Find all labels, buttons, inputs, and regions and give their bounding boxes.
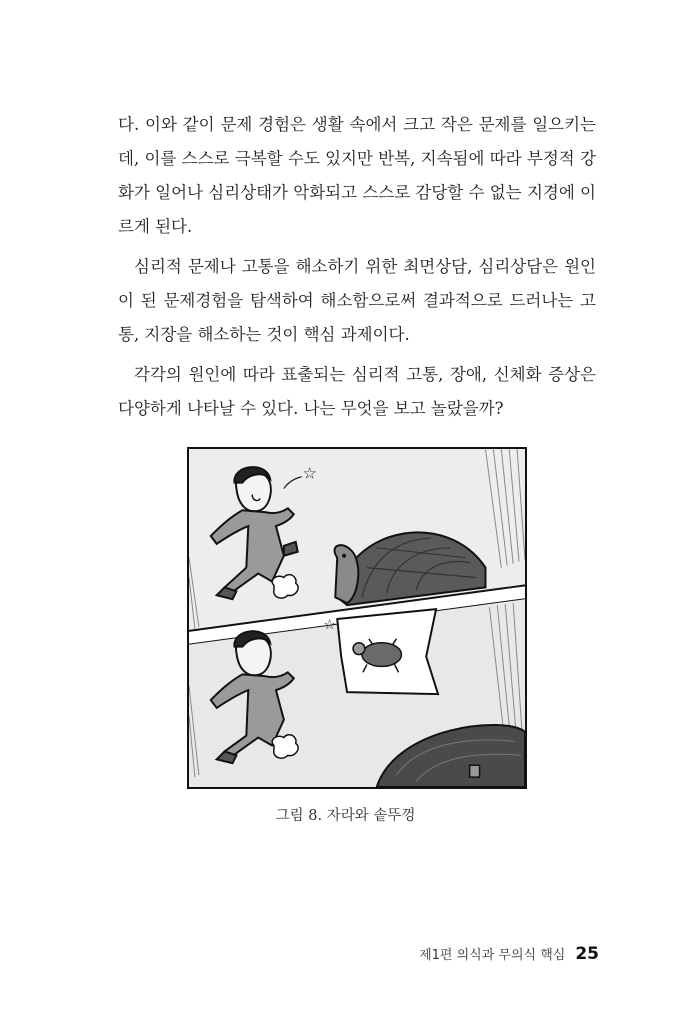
body-text <box>118 108 596 432</box>
page-number: 25 <box>575 944 599 964</box>
comic-illustration <box>187 447 527 789</box>
figure-caption: 그림 8. 자라와 솥뚜껑 <box>275 808 416 824</box>
footer-section-title: 제1편 의식과 무의식 핵심 <box>419 948 566 963</box>
paragraph-1: 다. 이와 같이 문제 경험은 생활 속에서 크고 작은 문제를 일으키는데, 이를 스스로 극복할 수도 있지만 반복, 지속됨에 따라 부정적 강화가 일어나 심리상태가 악화되고 스스로 감당할 수 없는 지경에 이르게 된다. <box>118 115 596 236</box>
paragraph-3: 각각의 원인에 따라 표출되는 심리적 고통, 장애, 신체화 증상은 다양하게 나타날 수 있다. 나는 무엇을 보고 놀랐을까? <box>118 365 596 418</box>
paragraph-2: 심리적 문제나 고통을 해소하기 위한 최면상담, 심리상담은 원인이 된 문제경험을 탐색하여 해소함으로써 결과적으로 드러나는 고통, 지장을 해소하는 것이 핵심 과제이다. <box>118 257 596 344</box>
svg-text:☆: ☆ <box>323 616 336 633</box>
page-footer <box>419 944 599 964</box>
svg-text:☆: ☆ <box>302 463 317 483</box>
